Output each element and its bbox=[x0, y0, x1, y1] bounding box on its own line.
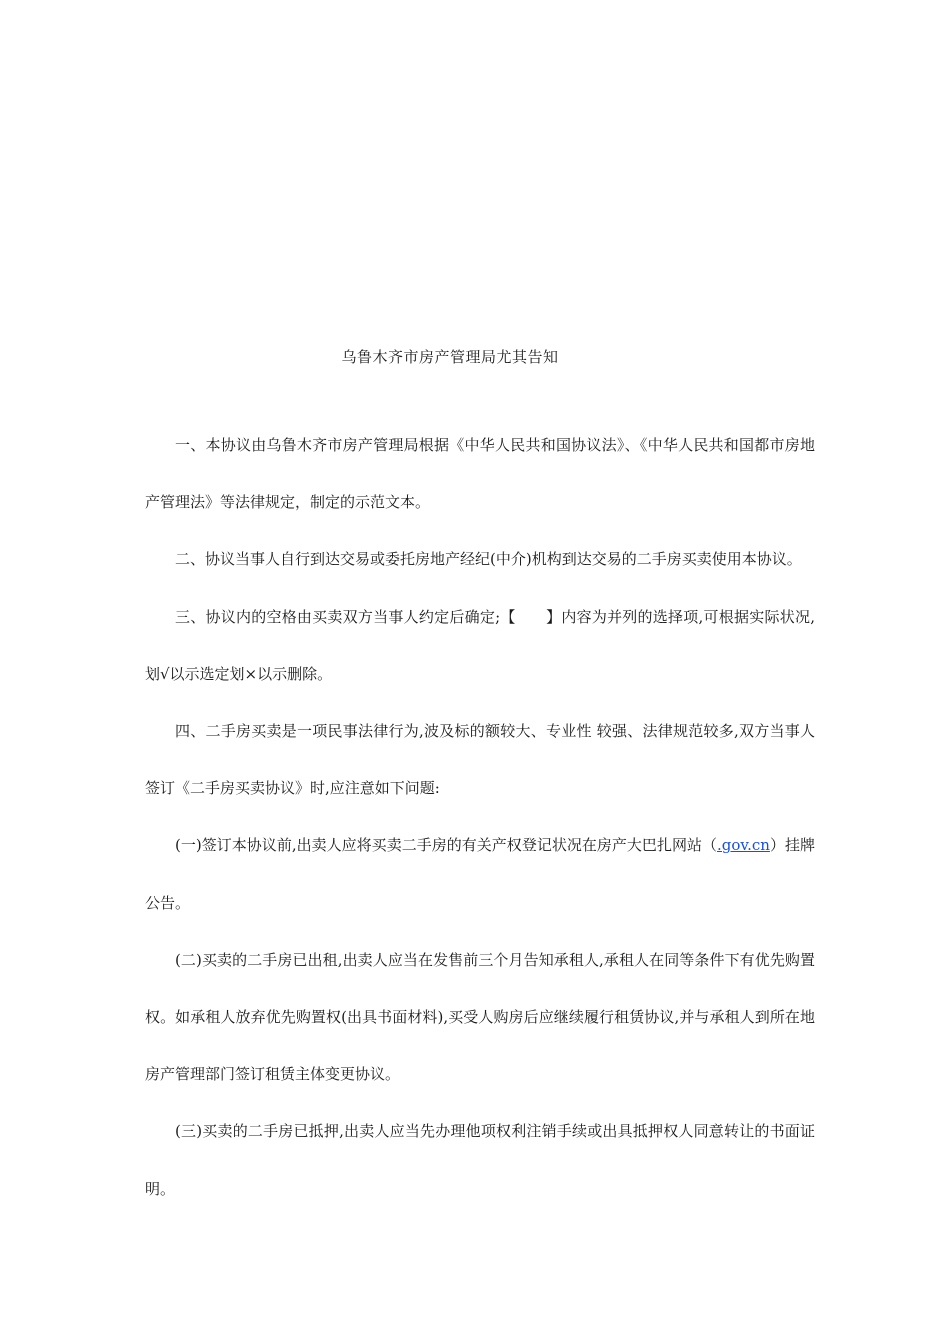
item-2: (二)买卖的二手房已出租,出卖人应当在发售前三个月告知承租人,承租人在同等条件下有优先购置权。如承租人放弃优先购置权(出具书面材料),买受人购房后应继续履行租赁协议,并与承租人到所在地房产管理部门签订租赁主体变更协议。 bbox=[145, 950, 815, 1084]
paragraph-4: 四、二手房买卖是一项民事法律行为,波及标的额较大、专业性 较强、法律规范较多,双方当事人签订《二手房买卖协议》时,应注意如下问题: bbox=[145, 722, 815, 798]
item-1-suffix: ）挂牌公告。 bbox=[145, 836, 815, 912]
item-3: (三)买卖的二手房已抵押,出卖人应当先办理他项权利注销手续或出具抵押权人同意转让的书面证明。 bbox=[145, 1122, 815, 1198]
paragraph-3: 三、协议内的空格由买卖双方当事人约定后确定;【 】内容为并列的选择项,可根据实际状况,划√以示选定划×以示删除。 bbox=[145, 607, 815, 683]
website-link[interactable]: .gov.cn bbox=[717, 836, 770, 855]
document-title: 乌鲁木齐市房产管理局尤其告知 bbox=[341, 348, 559, 366]
document-body bbox=[145, 417, 815, 1218]
paragraph-2: 二、协议当事人自行到达交易或委托房地产经纪(中介)机构到达交易的二手房买卖使用本协议。 bbox=[175, 550, 802, 569]
item-1 bbox=[145, 817, 815, 931]
paragraph-1: 一、本协议由乌鲁木齐市房产管理局根据《中华人民共和国协议法》、《中华人民共和国都市房地产管理法》等法律规定，制定的示范文本。 bbox=[145, 436, 815, 512]
item-1-prefix: (一)签订本协议前,出卖人应将买卖二手房的有关产权登记状况在房产大巴扎网站（ bbox=[175, 836, 717, 855]
